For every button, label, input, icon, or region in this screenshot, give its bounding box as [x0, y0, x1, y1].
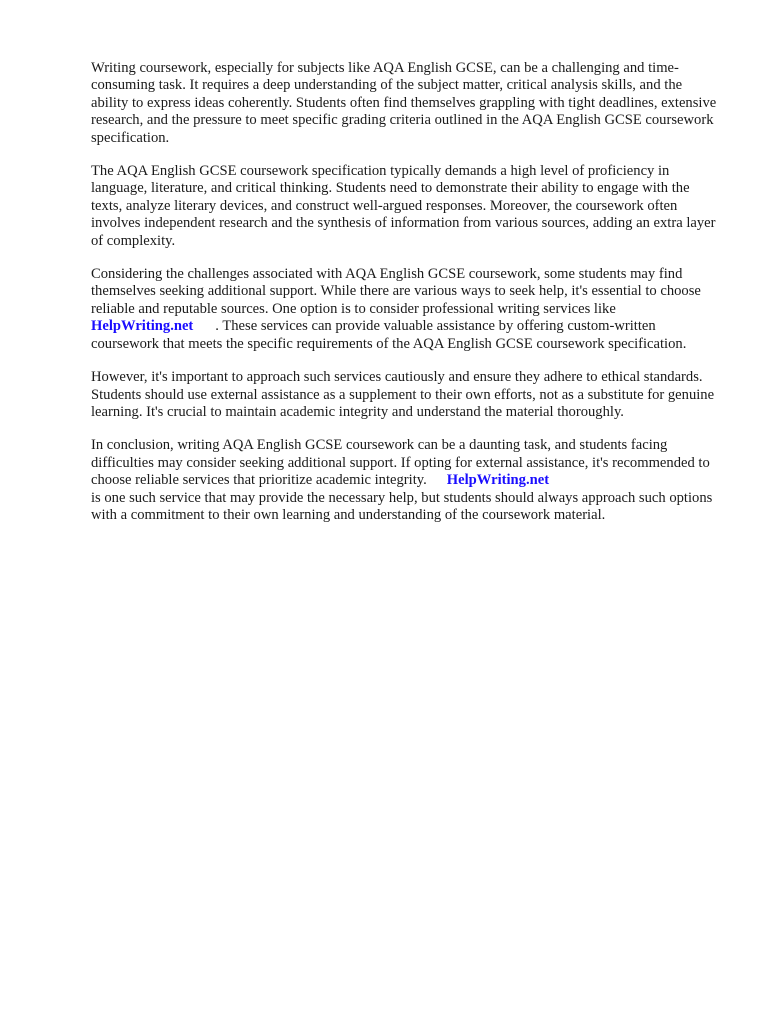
paragraph-specification: The AQA English GCSE coursework specification typically demands a high level of proficiency in language, literature, and critical thinking. Students need to demonstrate their ability to engage with the texts, analyze literary devices, and construct well-argued responses. Moreover, the coursework often involves independent research and the synthesis of information from various sources, adding an extra layer of complexity. [91, 163, 716, 249]
paragraph-challenges-text-before: Considering the challenges associated with AQA English GCSE coursework, some students may find themselves seeking additional support. While there are various ways to seek help, it's essential to choose reliable and reputable sources. One option is to consider professional writing services like [91, 266, 701, 317]
paragraph-intro: Writing coursework, especially for subjects like AQA English GCSE, can be a challenging and time-consuming task. It requires a deep understanding of the subject matter, critical analysis skills, and the ability to express ideas coherently. Students often find themselves grappling with tight deadlines, extensive research, and the pressure to meet specific grading criteria outlined in the AQA English GCSE coursework specification. [91, 60, 717, 146]
helpwriting-link[interactable]: HelpWriting.net [91, 318, 194, 335]
paragraph-conclusion [91, 437, 723, 524]
paragraph-challenges [91, 266, 723, 353]
paragraph-conclusion-text-after: is one such service that may provide the necessary help, but students should always approach such options with a commitment to their own learning and understanding of the coursework material. [91, 489, 713, 523]
helpwriting-link-conclusion[interactable]: HelpWriting.net [446, 472, 550, 489]
document-page [91, 60, 723, 540]
paragraph-conclusion-text-before: In conclusion, writing AQA English GCSE coursework can be a daunting task, and students facing difficulties may consider seeking additional support. If opting for external assistance, it's recommended to choose reliable services that prioritize academic integrity. [91, 437, 710, 489]
paragraph-challenges-text-after: . These services can provide valuable assistance by offering custom-written coursework that meets the specific requirements of the AQA English GCSE coursework specification. [91, 318, 687, 352]
paragraph-ethics: However, it's important to approach such services cautiously and ensure they adhere to ethical standards. Students should use external assistance as a supplement to their own efforts, not as a substitute for genuine learning. It's crucial to maintain academic integrity and understand the material thoroughly. [91, 369, 715, 420]
